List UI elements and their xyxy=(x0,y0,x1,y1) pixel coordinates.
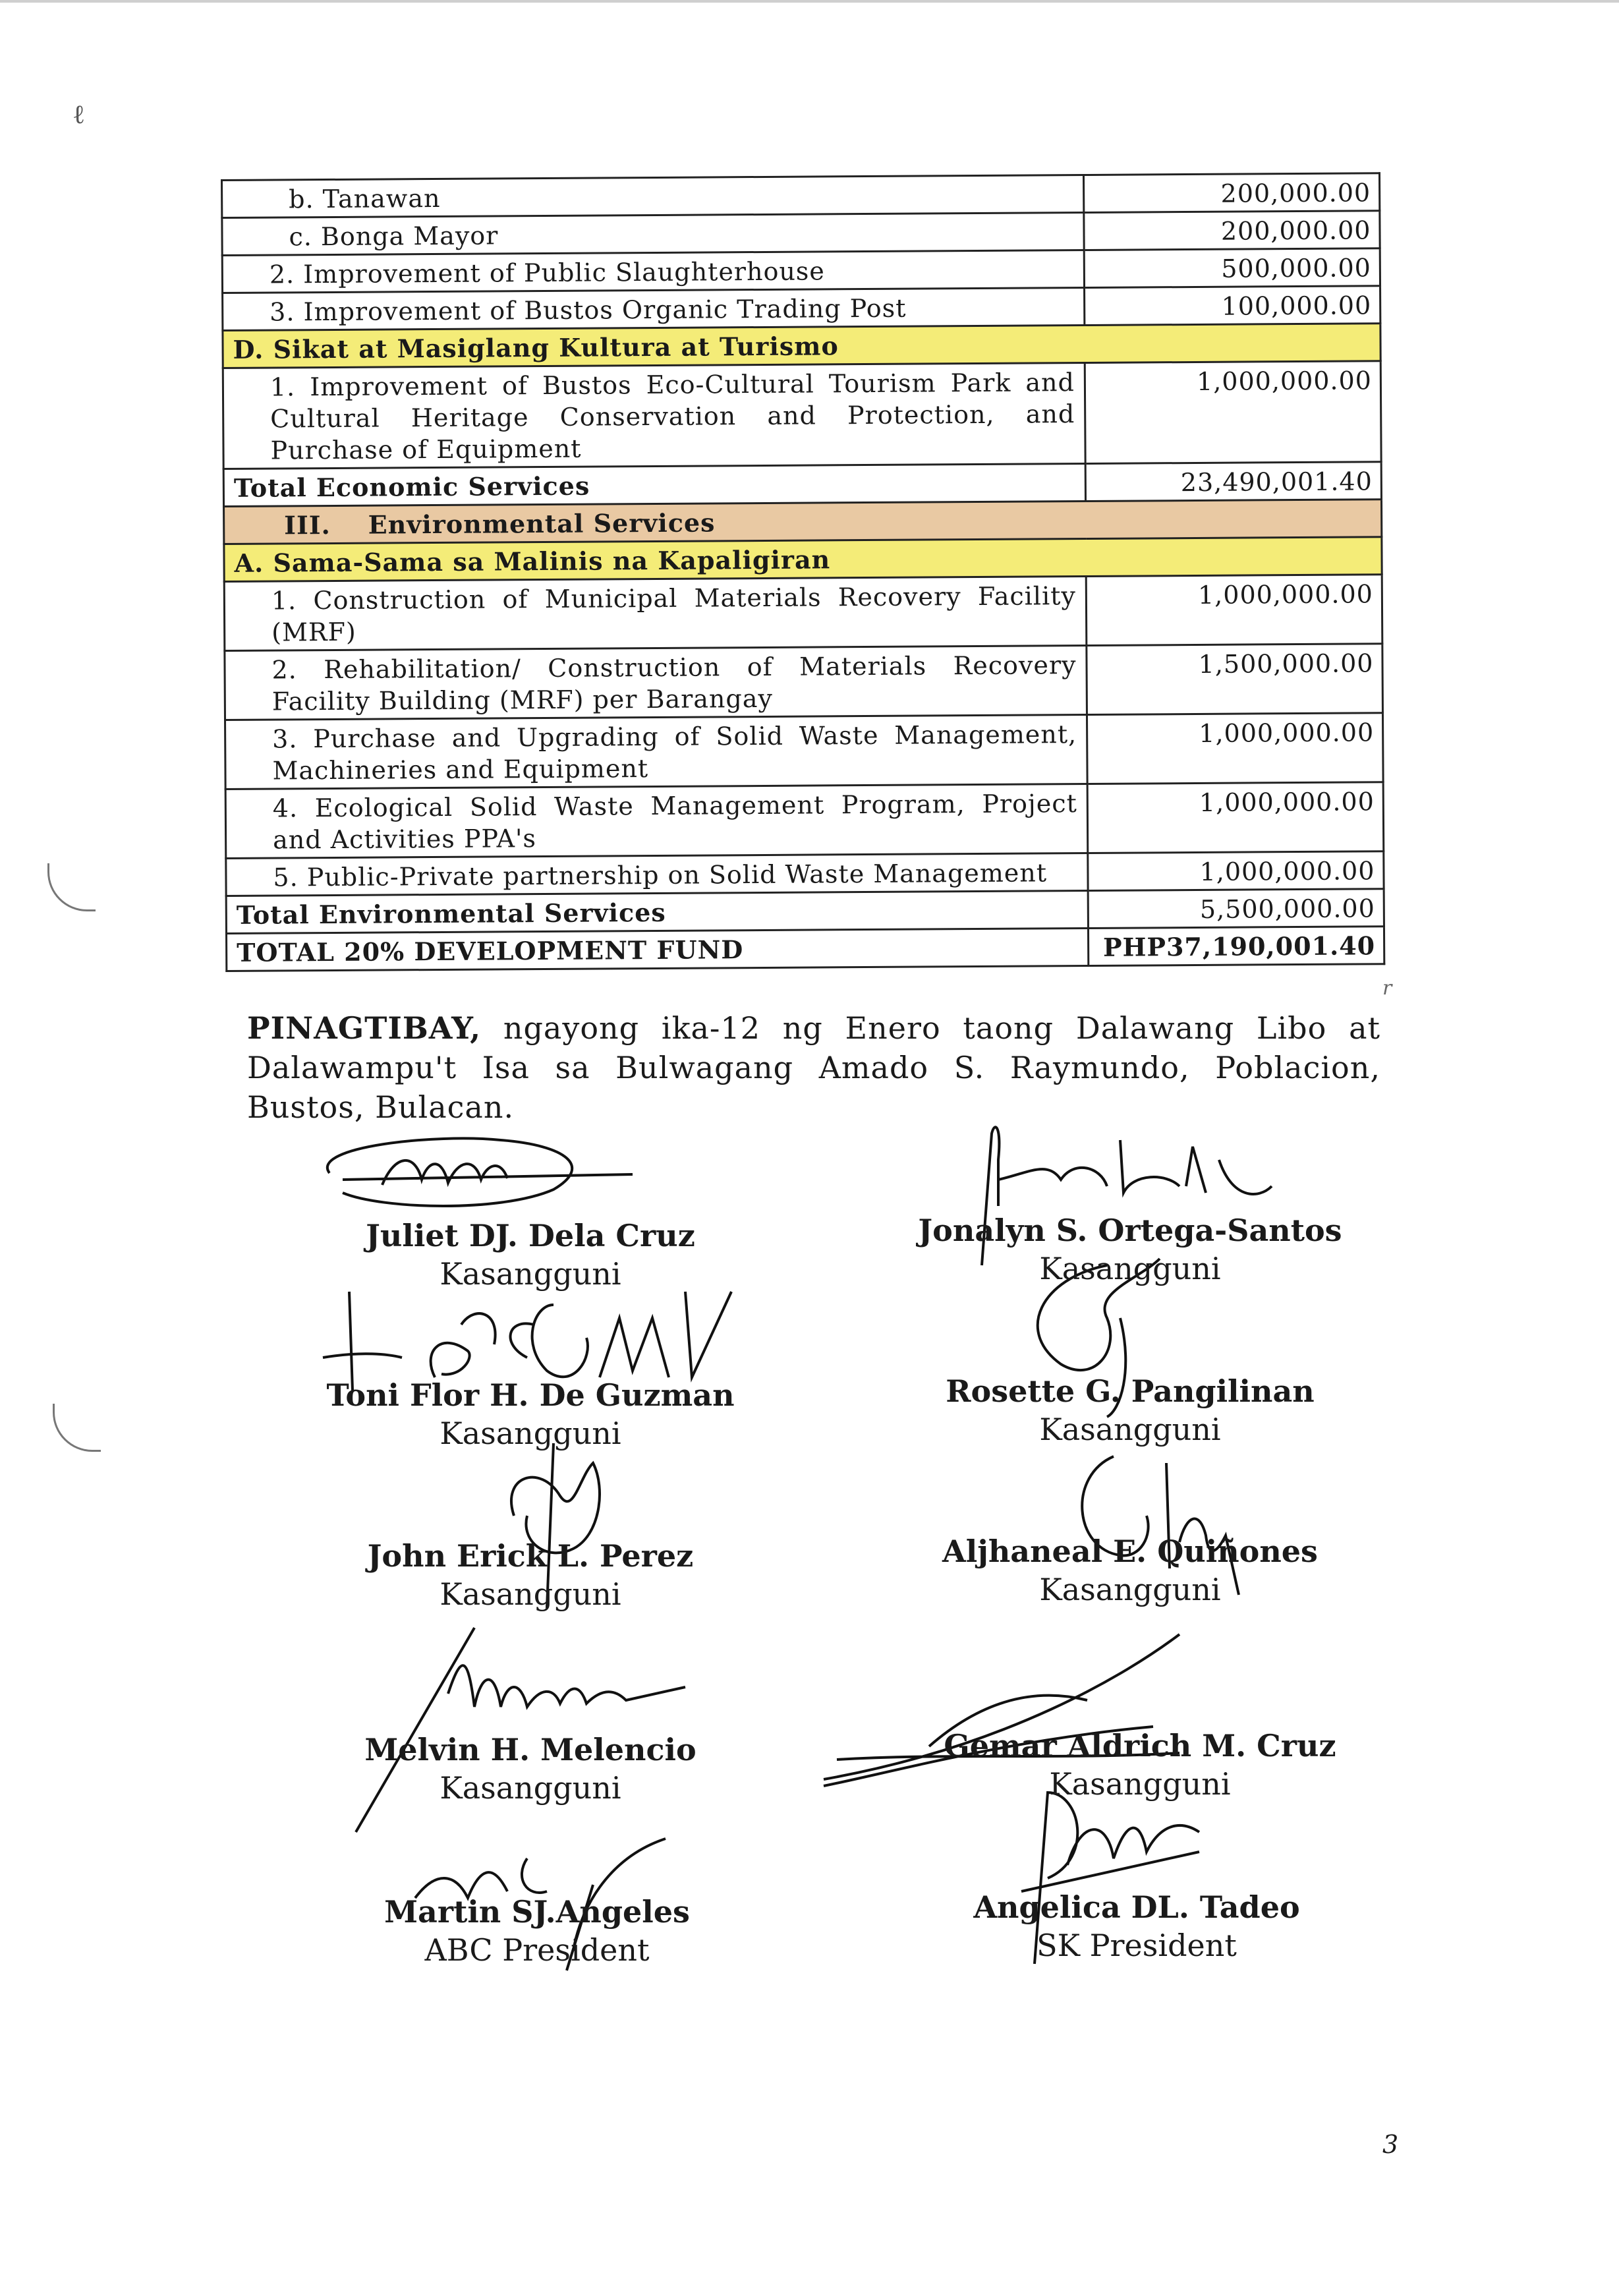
item-label: c. Bonga Mayor xyxy=(222,212,1084,255)
item-label: 2. Rehabilitation/ Construction of Materials Recovery Facility Building (MRF) per Barangay xyxy=(225,645,1087,720)
signatory-position: Kasangguni xyxy=(440,1416,621,1451)
signatory-name: Angelica DL. Tadeo xyxy=(973,1889,1300,1925)
item-amount: 1,500,000.00 xyxy=(1087,644,1383,715)
category-label: III. Environmental Services xyxy=(224,500,1382,544)
section-header-row xyxy=(223,324,1380,368)
item-label: 1. Construction of Municipal Materials Recovery Facility (MRF) xyxy=(224,576,1087,650)
grand-total-amount: PHP37,190,001.40 xyxy=(1088,927,1384,966)
signatory-name: Melvin H. Melencio xyxy=(364,1732,696,1767)
page-number: 3 xyxy=(1382,2130,1399,2159)
punch-hole-mark xyxy=(53,1404,101,1452)
table-row xyxy=(224,575,1382,651)
margin-mark: r xyxy=(1382,977,1392,1000)
item-amount: 1,000,000.00 xyxy=(1088,851,1384,891)
signatory-name: Gemar Aldrich M. Cruz xyxy=(944,1728,1336,1764)
total-label: Total Economic Services xyxy=(223,463,1085,506)
signature-block xyxy=(293,1537,768,1613)
signatory-name: Aljhaneal E. Quiñones xyxy=(942,1534,1318,1569)
item-label: 1. Improvement of Bustos Eco-Cultural Tourism Park and Cultural Heritage Conservation and Protection, and Purchase of Equipment xyxy=(223,362,1085,469)
signatory-position: ABC President xyxy=(424,1932,650,1968)
signatory-position: Kasangguni xyxy=(1039,1412,1221,1447)
item-label: 5. Public-Private partnership on Solid Waste Management xyxy=(226,853,1088,896)
item-amount: 1,000,000.00 xyxy=(1085,361,1381,464)
table-row xyxy=(223,286,1380,331)
signature-block xyxy=(293,1217,768,1293)
total-row xyxy=(223,462,1381,507)
grand-total-label: TOTAL 20% DEVELOPMENT FUND xyxy=(226,928,1088,971)
signatory-name: Juliet DJ. Dela Cruz xyxy=(366,1218,695,1253)
signatory-position: Kasangguni xyxy=(1039,1572,1221,1607)
signatory-position: Kasangguni xyxy=(440,1576,621,1612)
scan-edge xyxy=(0,0,1619,3)
item-label: b. Tanawan xyxy=(222,175,1084,218)
signatory-position: Kasangguni xyxy=(1049,1766,1231,1802)
signature-block xyxy=(899,1888,1374,1965)
item-amount: 500,000.00 xyxy=(1084,248,1380,288)
grand-total-row xyxy=(226,927,1384,971)
table-row xyxy=(226,851,1384,896)
table-row xyxy=(223,361,1381,469)
signature-block xyxy=(893,1532,1367,1609)
item-label: 4. Ecological Solid Waste Management Program, Project and Activities PPA's xyxy=(225,784,1088,858)
handwritten-mark: ℓ xyxy=(72,100,86,130)
signatory-position: SK President xyxy=(1037,1928,1237,1963)
section-label: D. Sikat at Masiglang Kultura at Turismo xyxy=(223,324,1380,368)
total-row xyxy=(226,889,1384,934)
item-label: 3. Improvement of Bustos Organic Trading Post xyxy=(223,287,1085,330)
item-label: 2. Improvement of Public Slaughterhouse xyxy=(222,250,1084,293)
table-row xyxy=(222,173,1380,218)
item-amount: 1,000,000.00 xyxy=(1086,575,1382,646)
signatory-name: Rosette G. Pangilinan xyxy=(946,1373,1315,1409)
total-amount: 23,490,001.40 xyxy=(1085,462,1381,502)
item-label: 3. Purchase and Upgrading of Solid Waste Management, Machineries and Equipment xyxy=(225,714,1088,789)
signatory-name: Toni Flor H. De Guzman xyxy=(326,1377,735,1413)
item-amount: 200,000.00 xyxy=(1083,173,1379,213)
signatory-position: Kasangguni xyxy=(440,1770,621,1806)
signature-block xyxy=(293,1376,768,1452)
approval-paragraph xyxy=(247,1008,1380,1127)
item-amount: 1,000,000.00 xyxy=(1087,782,1384,853)
total-label: Total Environmental Services xyxy=(226,890,1088,933)
signature-block xyxy=(293,1731,768,1807)
item-amount: 100,000.00 xyxy=(1085,286,1380,326)
signature-block xyxy=(893,1372,1367,1449)
item-amount: 200,000.00 xyxy=(1084,211,1380,250)
table-row xyxy=(222,211,1380,256)
section-label: A. Sama-Sama sa Malinis na Kapaligiran xyxy=(224,537,1382,582)
table-row xyxy=(225,782,1384,859)
signatory-position: Kasangguni xyxy=(440,1256,621,1292)
section-header-row xyxy=(224,537,1382,582)
table-row xyxy=(222,248,1380,293)
budget-table xyxy=(221,172,1385,972)
approval-text: ngayong ika-12 ng Enero taong Dalawang Libo at Dalawampu't Isa sa Bulwagang Amado S. Raymundo, Poblacion, Bustos, Bulacan. xyxy=(247,1010,1380,1125)
approval-lead: PINAGTIBAY, xyxy=(247,1010,482,1046)
table-row xyxy=(225,644,1383,720)
punch-hole-mark xyxy=(47,863,96,911)
signature-block xyxy=(300,1893,774,1969)
total-amount: 5,500,000.00 xyxy=(1088,889,1384,929)
signatory-name: Jonalyn S. Ortega-Santos xyxy=(918,1213,1342,1248)
signature-block xyxy=(903,1727,1377,1803)
item-amount: 1,000,000.00 xyxy=(1087,713,1383,784)
signatory-position: Kasangguni xyxy=(1039,1251,1221,1286)
signature-block xyxy=(893,1211,1367,1288)
signatory-name: John Erick L. Perez xyxy=(367,1538,694,1574)
signatory-name: Martin SJ.Angeles xyxy=(384,1894,690,1930)
category-header-row xyxy=(224,500,1382,544)
table-row xyxy=(225,713,1384,789)
